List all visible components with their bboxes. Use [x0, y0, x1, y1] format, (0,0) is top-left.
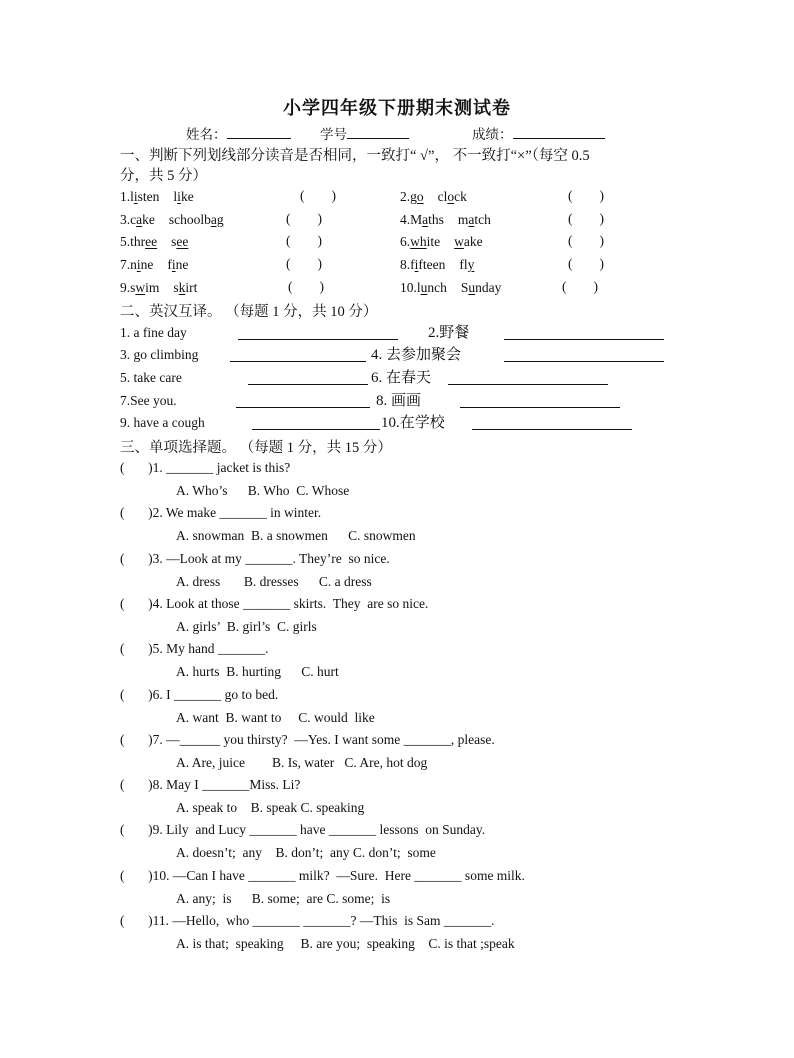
question-stem: ( )8. May I _______Miss. Li? [120, 777, 301, 793]
score-field [472, 123, 605, 143]
answer-parentheses[interactable]: ( ) [288, 279, 324, 294]
item-number: 8. [400, 257, 411, 272]
question-options: A. Who’s B. Who C. Whose [176, 483, 350, 498]
answer-parentheses[interactable]: ( ) [286, 233, 322, 248]
phonics-word-2: see [171, 234, 189, 249]
translation-item: 10.在学校 [381, 415, 445, 431]
phonics-word-2: wake [454, 234, 483, 249]
translation-item: 8. 画画 [376, 393, 422, 409]
phonics-item [400, 188, 467, 206]
translation-item: 3. go climbing [120, 347, 199, 362]
phonics-item [120, 256, 188, 274]
student-id-label: 学号 [320, 127, 347, 142]
question-options: A. speak to B. speak C. speaking [176, 800, 365, 816]
answer-parentheses[interactable]: ( ) [300, 188, 336, 203]
question-stem: ( )1. _______ jacket is this? [120, 460, 291, 475]
translation-item: 6. 在春天 [371, 370, 432, 386]
phonics-word-2: match [457, 212, 491, 227]
phonics-item [400, 233, 483, 251]
phonics-word-2: clock [437, 189, 467, 204]
phonics-word-1: nine [130, 257, 154, 272]
item-number: 9. [120, 280, 131, 295]
phonics-item [120, 188, 194, 206]
phonics-word-1: lunch [416, 280, 447, 295]
phonics-word-2: skirt [173, 280, 198, 295]
answer-line[interactable] [252, 415, 380, 430]
answer-parentheses[interactable]: ( ) [568, 256, 604, 271]
answer-line[interactable] [504, 325, 664, 340]
question-options: A. hurts B. hurting C. hurt [176, 664, 339, 680]
item-number: 4. [400, 212, 411, 227]
section1-heading-line2: 分，共 5 分） [120, 168, 207, 184]
answer-parentheses[interactable]: ( ) [568, 233, 604, 248]
phonics-word-1: fifteen [410, 257, 446, 272]
section3-heading: 三、单项选择题。 （每题 1 分，共 15 分） [120, 440, 392, 456]
question-stem: ( )7. —______ you thirsty? —Yes. I want some _______, please. [120, 731, 495, 747]
answer-line[interactable] [448, 370, 608, 385]
phonics-word-2: schoolbag [168, 212, 224, 227]
phonics-word-2: fly [459, 257, 475, 272]
score-blank[interactable] [513, 126, 605, 139]
question-options: A. is that; speaking B. are you; speaking C. is that ;speak [176, 936, 515, 951]
phonics-word-1: listen [130, 189, 160, 204]
answer-line[interactable] [248, 370, 368, 385]
question-stem: ( )4. Look at those _______ skirts. They are so nice. [120, 595, 429, 611]
phonics-item [120, 233, 188, 251]
answer-parentheses[interactable]: ( ) [562, 279, 598, 294]
answer-line[interactable] [238, 325, 398, 340]
answer-line[interactable] [236, 393, 370, 408]
phonics-word-2: like [173, 189, 194, 204]
question-stem: ( )2. We make _______ in winter. [120, 505, 322, 521]
question-options: A. want B. want to C. would like [176, 709, 375, 725]
item-number: 2. [400, 189, 411, 204]
question-options: A. girls’ B. girl’s C. girls [176, 618, 317, 634]
translation-item: 7.See you. [120, 393, 177, 408]
answer-parentheses[interactable]: ( ) [568, 188, 604, 203]
answer-parentheses[interactable]: ( ) [286, 211, 322, 226]
question-stem: ( )11. —Hello, who _______ _______? —This is Sam _______. [120, 913, 495, 928]
question-options: A. dress B. dresses C. a dress [176, 573, 372, 589]
phonics-word-2: Sunday [460, 280, 502, 295]
answer-parentheses[interactable]: ( ) [286, 256, 322, 271]
section1-heading-line1: 一、判断下列划线部分读音是否相同，一致打“ √”， 不一致打“×”（每空 0.5 [120, 148, 590, 164]
phonics-item [400, 256, 474, 274]
phonics-word-1: white [410, 234, 441, 249]
item-number: 10. [400, 280, 417, 295]
question-options: A. Are, juice B. Is, water C. Are, hot dog [176, 754, 428, 770]
item-number: 6. [400, 234, 411, 249]
answer-line[interactable] [504, 347, 664, 362]
answer-line[interactable] [460, 393, 620, 408]
question-stem: ( )3. —Look at my _______. They’re so nice. [120, 550, 390, 566]
question-stem: ( )9. Lily and Lucy _______ have _______ lessons on Sunday. [120, 822, 486, 838]
question-stem: ( )6. I _______ go to bed. [120, 686, 279, 702]
answer-line[interactable] [472, 415, 632, 430]
item-number: 1. [120, 189, 131, 204]
question-stem: ( )5. My hand _______. [120, 641, 269, 657]
question-options: A. doesn’t; any B. don’t; any C. don’t; some [176, 845, 436, 861]
item-number: 7. [120, 257, 131, 272]
translation-item: 4. 去参加聚会 [371, 347, 462, 363]
question-options: A. any; is B. some; are C. some; is [176, 890, 391, 906]
phonics-item [120, 279, 197, 297]
phonics-word-1: Maths [410, 212, 444, 227]
page-title: 小学四年级下册期末测试卷 [283, 98, 511, 118]
translation-item: 5. take care [120, 370, 182, 385]
phonics-word-2: fine [167, 257, 189, 272]
score-label: 成绩： [472, 127, 513, 142]
phonics-item [120, 211, 224, 229]
phonics-word-1: go [410, 189, 424, 204]
phonics-word-1: swim [130, 280, 160, 295]
name-label: 姓名： [186, 127, 227, 142]
section2-heading: 二、英汉互译。 （每题 1 分，共 10 分） [120, 304, 378, 320]
student-id-blank[interactable] [347, 126, 409, 139]
item-number: 5. [120, 234, 131, 249]
student-id-field [320, 123, 409, 143]
name-blank[interactable] [227, 126, 291, 139]
answer-line[interactable] [230, 347, 366, 362]
answer-parentheses[interactable]: ( ) [568, 211, 604, 226]
phonics-item [400, 211, 491, 229]
item-number: 3. [120, 212, 131, 227]
phonics-item [400, 279, 501, 297]
name-field [186, 123, 291, 143]
translation-item: 1. a fine day [120, 325, 187, 340]
question-options: A. snowman B. a snowmen C. snowmen [176, 528, 416, 544]
translation-item: 2.野餐 [428, 325, 470, 341]
question-stem: ( )10. —Can I have _______ milk? —Sure. Here _______ some milk. [120, 867, 525, 883]
translation-item: 9. have a cough [120, 415, 205, 430]
phonics-word-1: cake [130, 212, 155, 227]
phonics-word-1: three [130, 234, 158, 249]
